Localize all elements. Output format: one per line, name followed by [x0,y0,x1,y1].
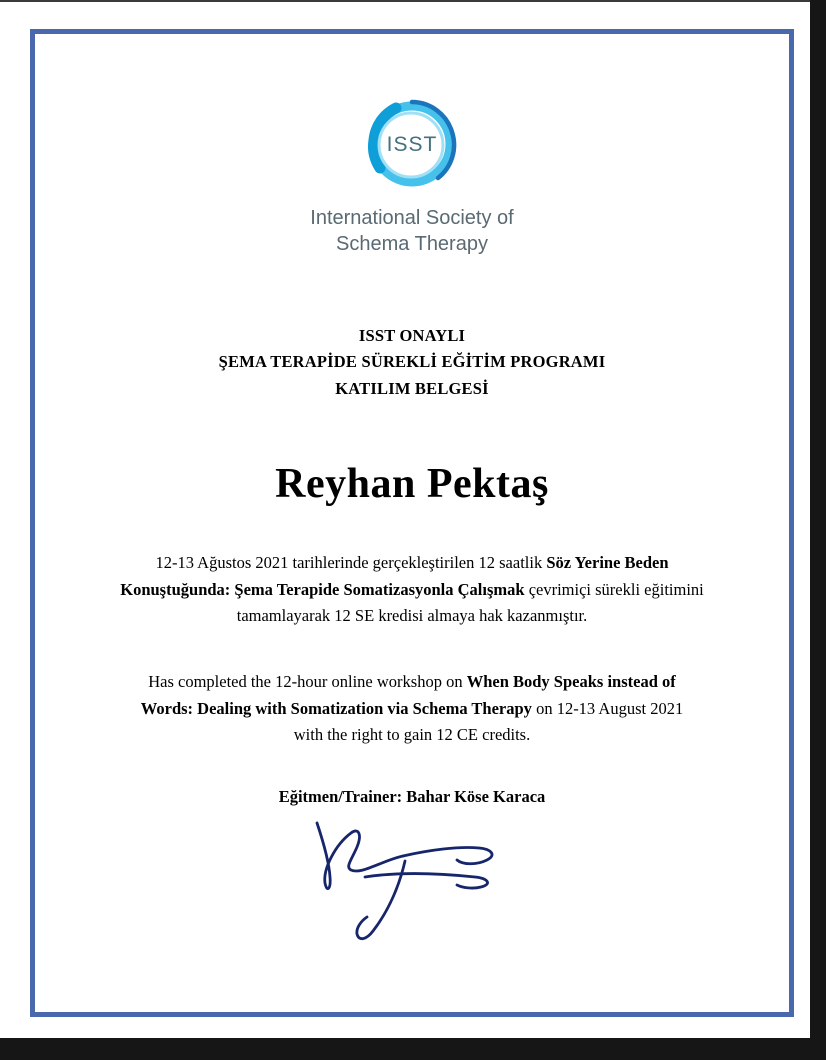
organization-name [48,205,776,257]
body-en-pre: Has completed the 12-hour online workshop on [148,672,467,692]
signature-icon [287,815,537,945]
certificate-title [48,323,776,402]
body-tr-pre: 12-13 Ağustos 2021 tarihlerinde gerçekleştirilen 12 saatlik [155,553,547,573]
certificate-title-line1: ISST ONAYLI [358,326,466,345]
body-en-post: on 12-13 August 2021 with the right to gain 12 CE credits. [293,698,684,745]
certificate-title-line2: ŞEMA TERAPİDE SÜREKLİ EĞİTİM PROGRAMI [218,352,606,372]
body-paragraph-turkish [112,550,712,629]
body-tr-post: çevrimiçi sürekli eğitimini tamamlayarak 12 SE kredisi almaya hak kazanmıştır. [236,579,704,625]
body-en-workshop-title: When Body Speaks instead of Words: Dealing with Somatization via Schema Therapy [140,672,676,718]
isst-logo [48,92,776,201]
trainer-line: Eğitmen/Trainer: Bahar Köse Karaca [278,786,546,806]
signature [48,815,776,945]
certificate-content [48,34,776,945]
certificate-title-line3: KATILIM BELGESİ [335,378,489,398]
organization-name-line2: Schema Therapy [336,233,488,255]
recipient-name: Reyhan Pektaş [275,461,549,508]
isst-logo-icon [360,92,464,196]
body-tr-workshop-title: Söz Yerine Beden Konuştuğunda: Şema Terapide Somatizasyonla Çalışmak [120,553,669,599]
body-paragraph-english [140,669,685,748]
isst-logo-text: ISST [386,133,438,156]
organization-name-line1: International Society of [310,207,514,229]
